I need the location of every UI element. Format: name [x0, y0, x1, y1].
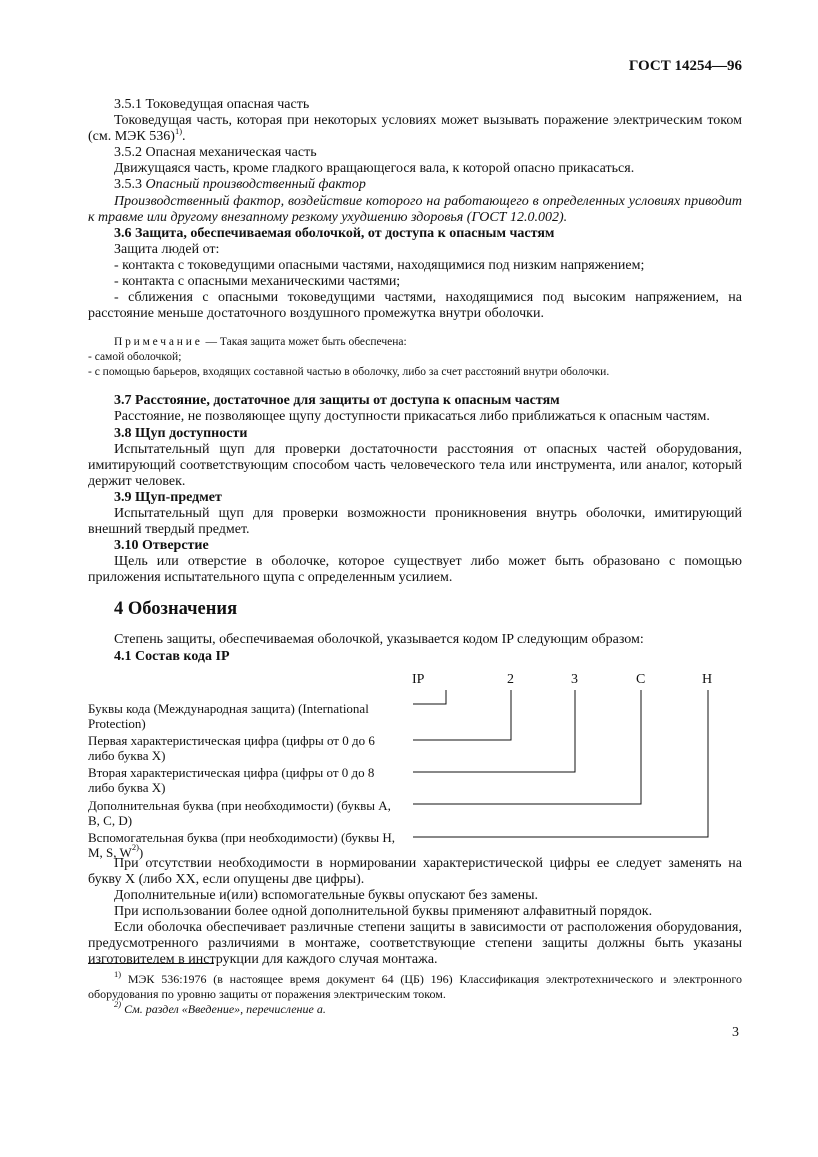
- ip-label-second-digit: Вторая характеристическая цифра (цифры от 0 до 8 либо буква X): [88, 764, 375, 795]
- ip-label-supplementary-letter: Вспомогательная буква (при необходимости) (буквы H, M, S, $W^{2)}$): [88, 829, 395, 860]
- main-content: [88, 97, 742, 968]
- footnote-ref-2[interactable]: 2): [131, 842, 139, 853]
- ip-code-letters: IP: [412, 671, 425, 687]
- clause-4-1-title: 4.1 Состав кода IP: [114, 648, 230, 664]
- footnote-divider: [88, 963, 214, 964]
- clause-3-7-title: 3.7 Расстояние, достаточное для защиты от доступа к опасным частям: [114, 393, 560, 409]
- note-item-2: - с помощью барьеров, входящих составной частью в оболочку, либо за счет расстояний внутри оболочки.: [88, 366, 610, 379]
- clause-3-8-title: 3.8 Щуп доступности: [114, 425, 248, 441]
- footnotes: [88, 963, 742, 1017]
- ip-code-second-digit: 3: [571, 671, 578, 687]
- clause-3-6-item-3: - сближения с опасными токоведущими частями, находящимися под высоким напряжением, на расстояние меньше достаточного воздушного промежутка внутри оболочки.: [88, 290, 742, 322]
- note-heading: Примечание — Такая защита может быть обеспечена:: [114, 336, 407, 349]
- ip-label-first-digit: Первая характеристическая цифра (цифры от 0 до 6 либо буква X): [88, 732, 375, 763]
- section-4-text-4: Если оболочка обеспечивает различные степени защиты в зависимости от расположения оборудования, предусмотренного различиями в монтаже, соответствующие степени защиты должны быть указаны изготовителем в инструкции для каждого случая монтажа.: [88, 920, 742, 968]
- clause-3-10-text: Щель или отверстие в оболочке, которое существует либо может быть образовано с помощью приложения испытательного щупа с определенным усилием.: [88, 554, 742, 586]
- clause-3-8-text: Испытательный щуп для проверки достаточности расстояния от опасных частей оборудования, имитирующий соответствующим способом часть человеческого тела или инструмента, или аналог, который держит человек.: [88, 441, 742, 489]
- ip-code-supplementary-letter: H: [702, 671, 713, 687]
- clause-3-6-title: 3.6 Защита, обеспечиваемая оболочкой, от доступа к опасным частям: [114, 225, 555, 241]
- clause-3-7-text: Расстояние, не позволяющее щупу доступности прикасаться либо приближаться к опасным частям.: [114, 409, 710, 425]
- clause-3-6-item-2: - контакта с опасными механическими частями;: [114, 274, 401, 290]
- clause-3-9-title: 3.9 Щуп-предмет: [114, 489, 222, 505]
- clause-3-5-2-title: 3.5.2 Опасная механическая часть: [114, 145, 317, 161]
- section-4-text-1: При отсутствии необходимости в нормировании характеристической цифры ее следует заменять на букву X (либо XX, если опущены две цифры).: [88, 855, 742, 887]
- clause-3-5-2-text: Движущаяся часть, кроме гладкого вращающегося вала, к которой опасно прикасаться.: [114, 161, 635, 177]
- clause-3-6-item-1: - контакта с токоведущими опасными частями, находящимися под низким напряжением;: [114, 257, 645, 273]
- clause-3-9-text: Испытательный щуп для проверки возможности проникновения внутрь оболочки, имитирующий внешний твердый предмет.: [88, 505, 742, 538]
- ip-code-first-digit: 2: [507, 671, 514, 687]
- footnote-ref-1[interactable]: 1): [174, 125, 183, 136]
- footnote-1: $^{1)}$ МЭК 536:1976 (в настоящее время документ 64 (ЦБ) 196) Классификация электротехнического и электронного оборудования по уровню защиты от поражения электрическим током.: [88, 969, 742, 1001]
- clause-3-5-1-title: 3.5.1 Токоведущая опасная часть: [114, 97, 310, 112]
- ip-code-diagram: [88, 666, 742, 860]
- ip-code-additional-letter: C: [636, 671, 646, 687]
- clause-3-10-title: 3.10 Отверстие: [114, 538, 209, 554]
- page-number: 3: [732, 1025, 739, 1040]
- section-4-text-2: Дополнительные и(или) вспомогательные буквы опускают без замены.: [114, 887, 539, 903]
- section-4-text-3: При использовании более одной дополнительной буквы применяют алфавитный порядок.: [114, 903, 653, 919]
- note-item-1: - самой оболочкой;: [88, 351, 182, 364]
- ip-label-additional-letter: Дополнительная буква (при необходимости) (буквы A, B, C, D): [88, 797, 391, 828]
- ip-label-code-letters: Буквы кода (Международная защита) (International Protection): [88, 700, 369, 731]
- footnote-2: $^{2)}$ См. раздел «Введение», перечисление а.: [114, 999, 326, 1016]
- clause-3-5-3-title: 3.5.3 Опасный производственный фактор: [114, 177, 366, 193]
- clause-3-6-intro: Защита людей от:: [114, 241, 220, 257]
- clause-3-5-1-text: Токоведущая часть, которая при некоторых условиях может вызывать поражение электрическим током (см. МЭК 536)$^{1)}$.: [88, 113, 742, 145]
- clause-3-5-3-text: Производственный фактор, воздействие которого на работающего в определенных условиях приводит к травме или другому внезапному резкому ухудшению здоровья (ГОСТ 12.0.002).: [88, 193, 742, 225]
- document-code-header: ГОСТ 14254—96: [628, 58, 742, 74]
- section-4-heading: 4 Обозначения: [114, 599, 238, 620]
- section-4-intro: Степень защиты, обеспечиваемая оболочкой, указывается кодом IP следующим образом:: [114, 632, 644, 648]
